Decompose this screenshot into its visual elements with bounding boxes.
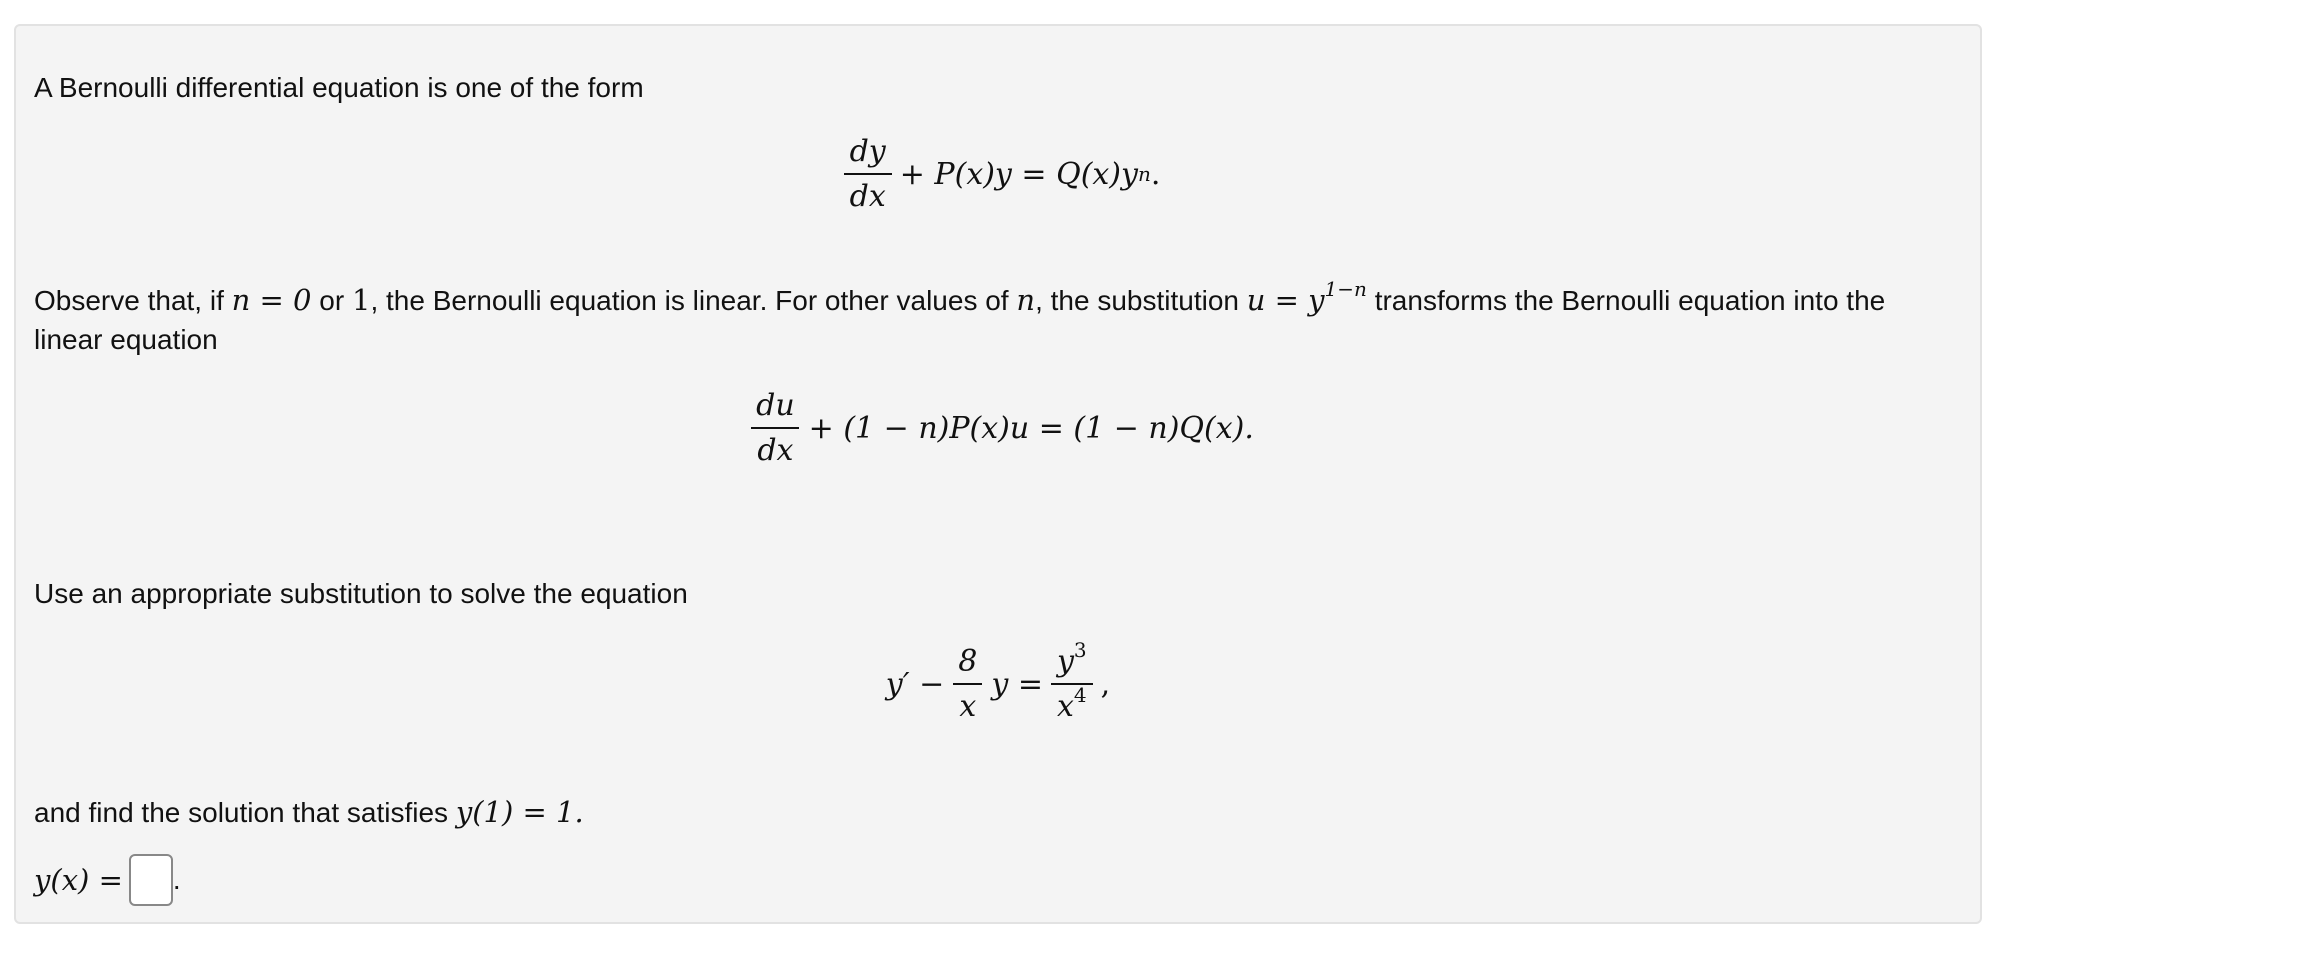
- text-run: or: [311, 285, 352, 316]
- use-text: Use an appropriate substitution to solve the equation: [34, 578, 688, 609]
- answer-row: [34, 854, 181, 906]
- equation-lhs: y′ −: [885, 666, 945, 702]
- math-n: n: [1016, 283, 1036, 317]
- find-text: [34, 792, 584, 833]
- fraction-numerator: 8: [958, 644, 978, 679]
- y3-over-x4-fraction: [1051, 638, 1093, 724]
- numerator-exponent: 3: [1073, 638, 1087, 662]
- text-run: transforms the Bernoulli equation into the: [1366, 285, 1886, 316]
- denominator-base: x: [1056, 689, 1074, 724]
- text-run: , the substitution: [1035, 285, 1247, 316]
- fraction-numerator: du: [756, 388, 795, 423]
- linear-equation: [16, 388, 1980, 468]
- math-exponent: 1−n: [1324, 277, 1367, 301]
- answer-input[interactable]: [129, 854, 173, 906]
- dy-dx-fraction: [844, 134, 892, 214]
- fraction-numerator: dy: [849, 134, 886, 169]
- equation-rhs: + (1 − n)P(x)u = (1 − n)Q(x).: [808, 410, 1254, 446]
- fraction-denominator: [1051, 683, 1093, 724]
- equation-end: .: [1150, 156, 1161, 192]
- equation-rhs: + P(x)y = Q(x)y: [899, 156, 1138, 192]
- initial-condition: y(1) = 1.: [455, 795, 584, 829]
- answer-end: .: [172, 864, 181, 895]
- fraction-denominator: dx: [751, 427, 799, 468]
- math-one: 1: [351, 283, 371, 317]
- fraction-numerator: [1051, 638, 1093, 683]
- equation-middle: y =: [991, 666, 1043, 702]
- bernoulli-equation: $\frac{dy}{dx}$ + P(x)y = Q(x)y n .: [16, 134, 1980, 214]
- question-panel: [14, 24, 1982, 924]
- observe-text-line2: linear equation: [34, 324, 218, 355]
- intro-text: A Bernoulli differential equation is one of the form: [34, 72, 644, 103]
- fraction-denominator: dx: [844, 173, 892, 214]
- given-equation: [16, 638, 1980, 724]
- math-n-equals-0: n = 0: [231, 283, 312, 317]
- du-dx-fraction: [750, 388, 801, 468]
- equation-end: ,: [1100, 666, 1111, 702]
- numerator-base: y: [1056, 644, 1074, 679]
- text-run: and find the solution that satisfies: [34, 797, 456, 828]
- fraction-denominator: x: [953, 683, 982, 724]
- observe-text-line1: [34, 277, 1886, 321]
- eight-over-x-fraction: [952, 644, 983, 724]
- text-run: Observe that, if: [34, 285, 232, 316]
- math-substitution: u = y: [1246, 283, 1325, 317]
- answer-label: y(x) =: [34, 863, 123, 897]
- denominator-exponent: 4: [1073, 683, 1087, 707]
- text-run: , the Bernoulli equation is linear. For other values of: [370, 285, 1017, 316]
